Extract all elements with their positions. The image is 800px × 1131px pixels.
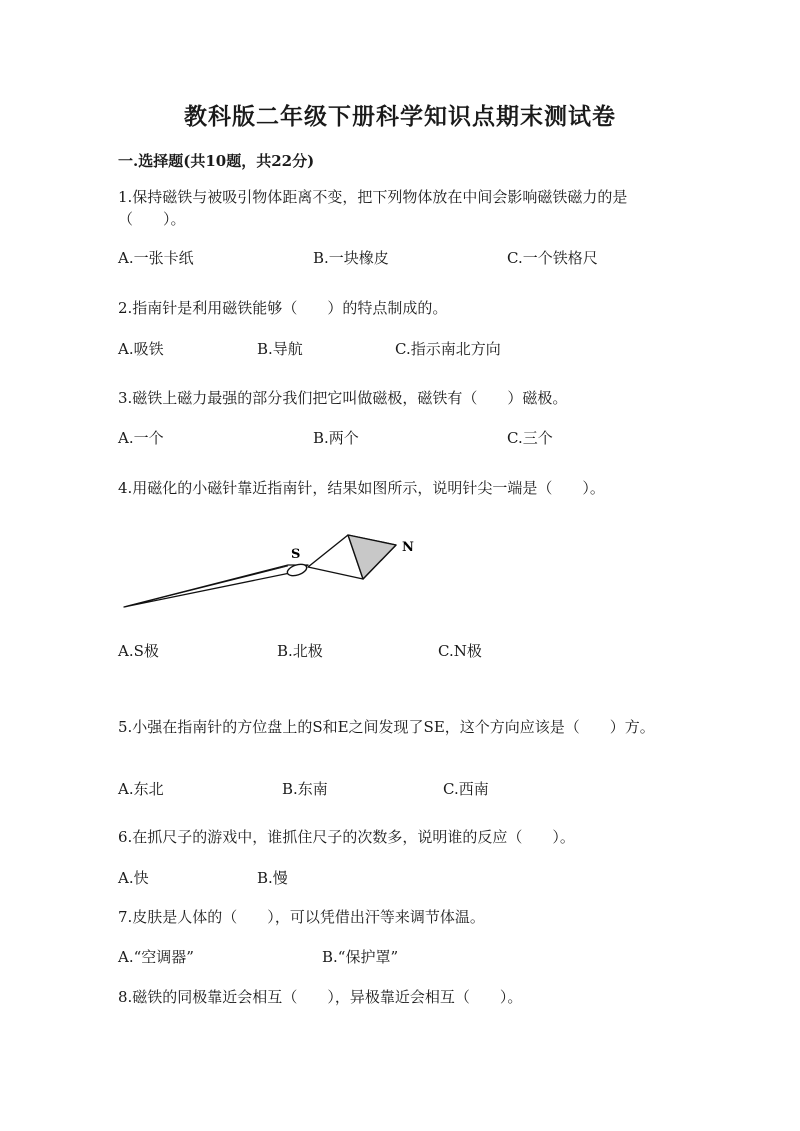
question-1: 1.保持磁铁与被吸引物体距离不变，把下列物体放在中间会影响磁铁磁力的是（ ）。 [118, 188, 628, 228]
option-a[interactable]: A.东北 [118, 780, 164, 798]
option-a[interactable]: A.快 [118, 869, 149, 887]
option-b[interactable]: B.一块橡皮 [313, 249, 389, 267]
option-a[interactable]: A.S极 [118, 642, 159, 660]
option-c[interactable]: C.N极 [438, 642, 482, 660]
option-b[interactable]: B.“保护罩” [322, 948, 399, 966]
option-c[interactable]: C.指示南北方向 [395, 340, 501, 358]
option-b[interactable]: B.导航 [257, 340, 303, 358]
label-s: S [291, 547, 301, 562]
compass-needle [308, 535, 396, 579]
option-b[interactable]: B.北极 [277, 642, 323, 660]
magnetized-needle [124, 562, 308, 607]
option-a[interactable]: A.“空调器” [118, 948, 194, 966]
option-a[interactable]: A.一个 [118, 429, 164, 447]
question-8: 8.磁铁的同极靠近会相互（ ），异极靠近会相互（ ）。 [118, 988, 523, 1006]
question-2: 2.指南针是利用磁铁能够（ ）的特点制成的。 [118, 299, 448, 317]
question-3: 3.磁铁上磁力最强的部分我们把它叫做磁极，磁铁有（ ）磁极。 [118, 389, 568, 407]
document-title: 教科版二年级下册科学知识点期末测试卷 [184, 103, 616, 130]
option-c[interactable]: C.一个铁格尺 [507, 249, 598, 267]
section-heading: 一.选择题(共10题，共22分) [118, 152, 315, 170]
option-c[interactable]: C.西南 [443, 780, 489, 798]
option-a[interactable]: A.一张卡纸 [118, 249, 194, 267]
label-n: N [402, 540, 414, 555]
question-4: 4.用磁化的小磁针靠近指南针，结果如图所示，说明针尖一端是（ ）。 [118, 479, 605, 497]
option-a[interactable]: A.吸铁 [118, 340, 164, 358]
question-5: 5.小强在指南针的方位盘上的S和E之间发现了SE，这个方向应该是（ ）方。 [118, 718, 655, 736]
option-b[interactable]: B.东南 [282, 780, 328, 798]
question-6: 6.在抓尺子的游戏中，谁抓住尺子的次数多，说明谁的反应（ ）。 [118, 828, 575, 846]
option-c[interactable]: C.三个 [507, 429, 553, 447]
question-7: 7.皮肤是人体的（ ），可以凭借出汗等来调节体温。 [118, 908, 485, 926]
option-b[interactable]: B.慢 [257, 869, 288, 887]
option-b[interactable]: B.两个 [313, 429, 359, 447]
magnetized-needle-compass-figure [118, 525, 428, 615]
